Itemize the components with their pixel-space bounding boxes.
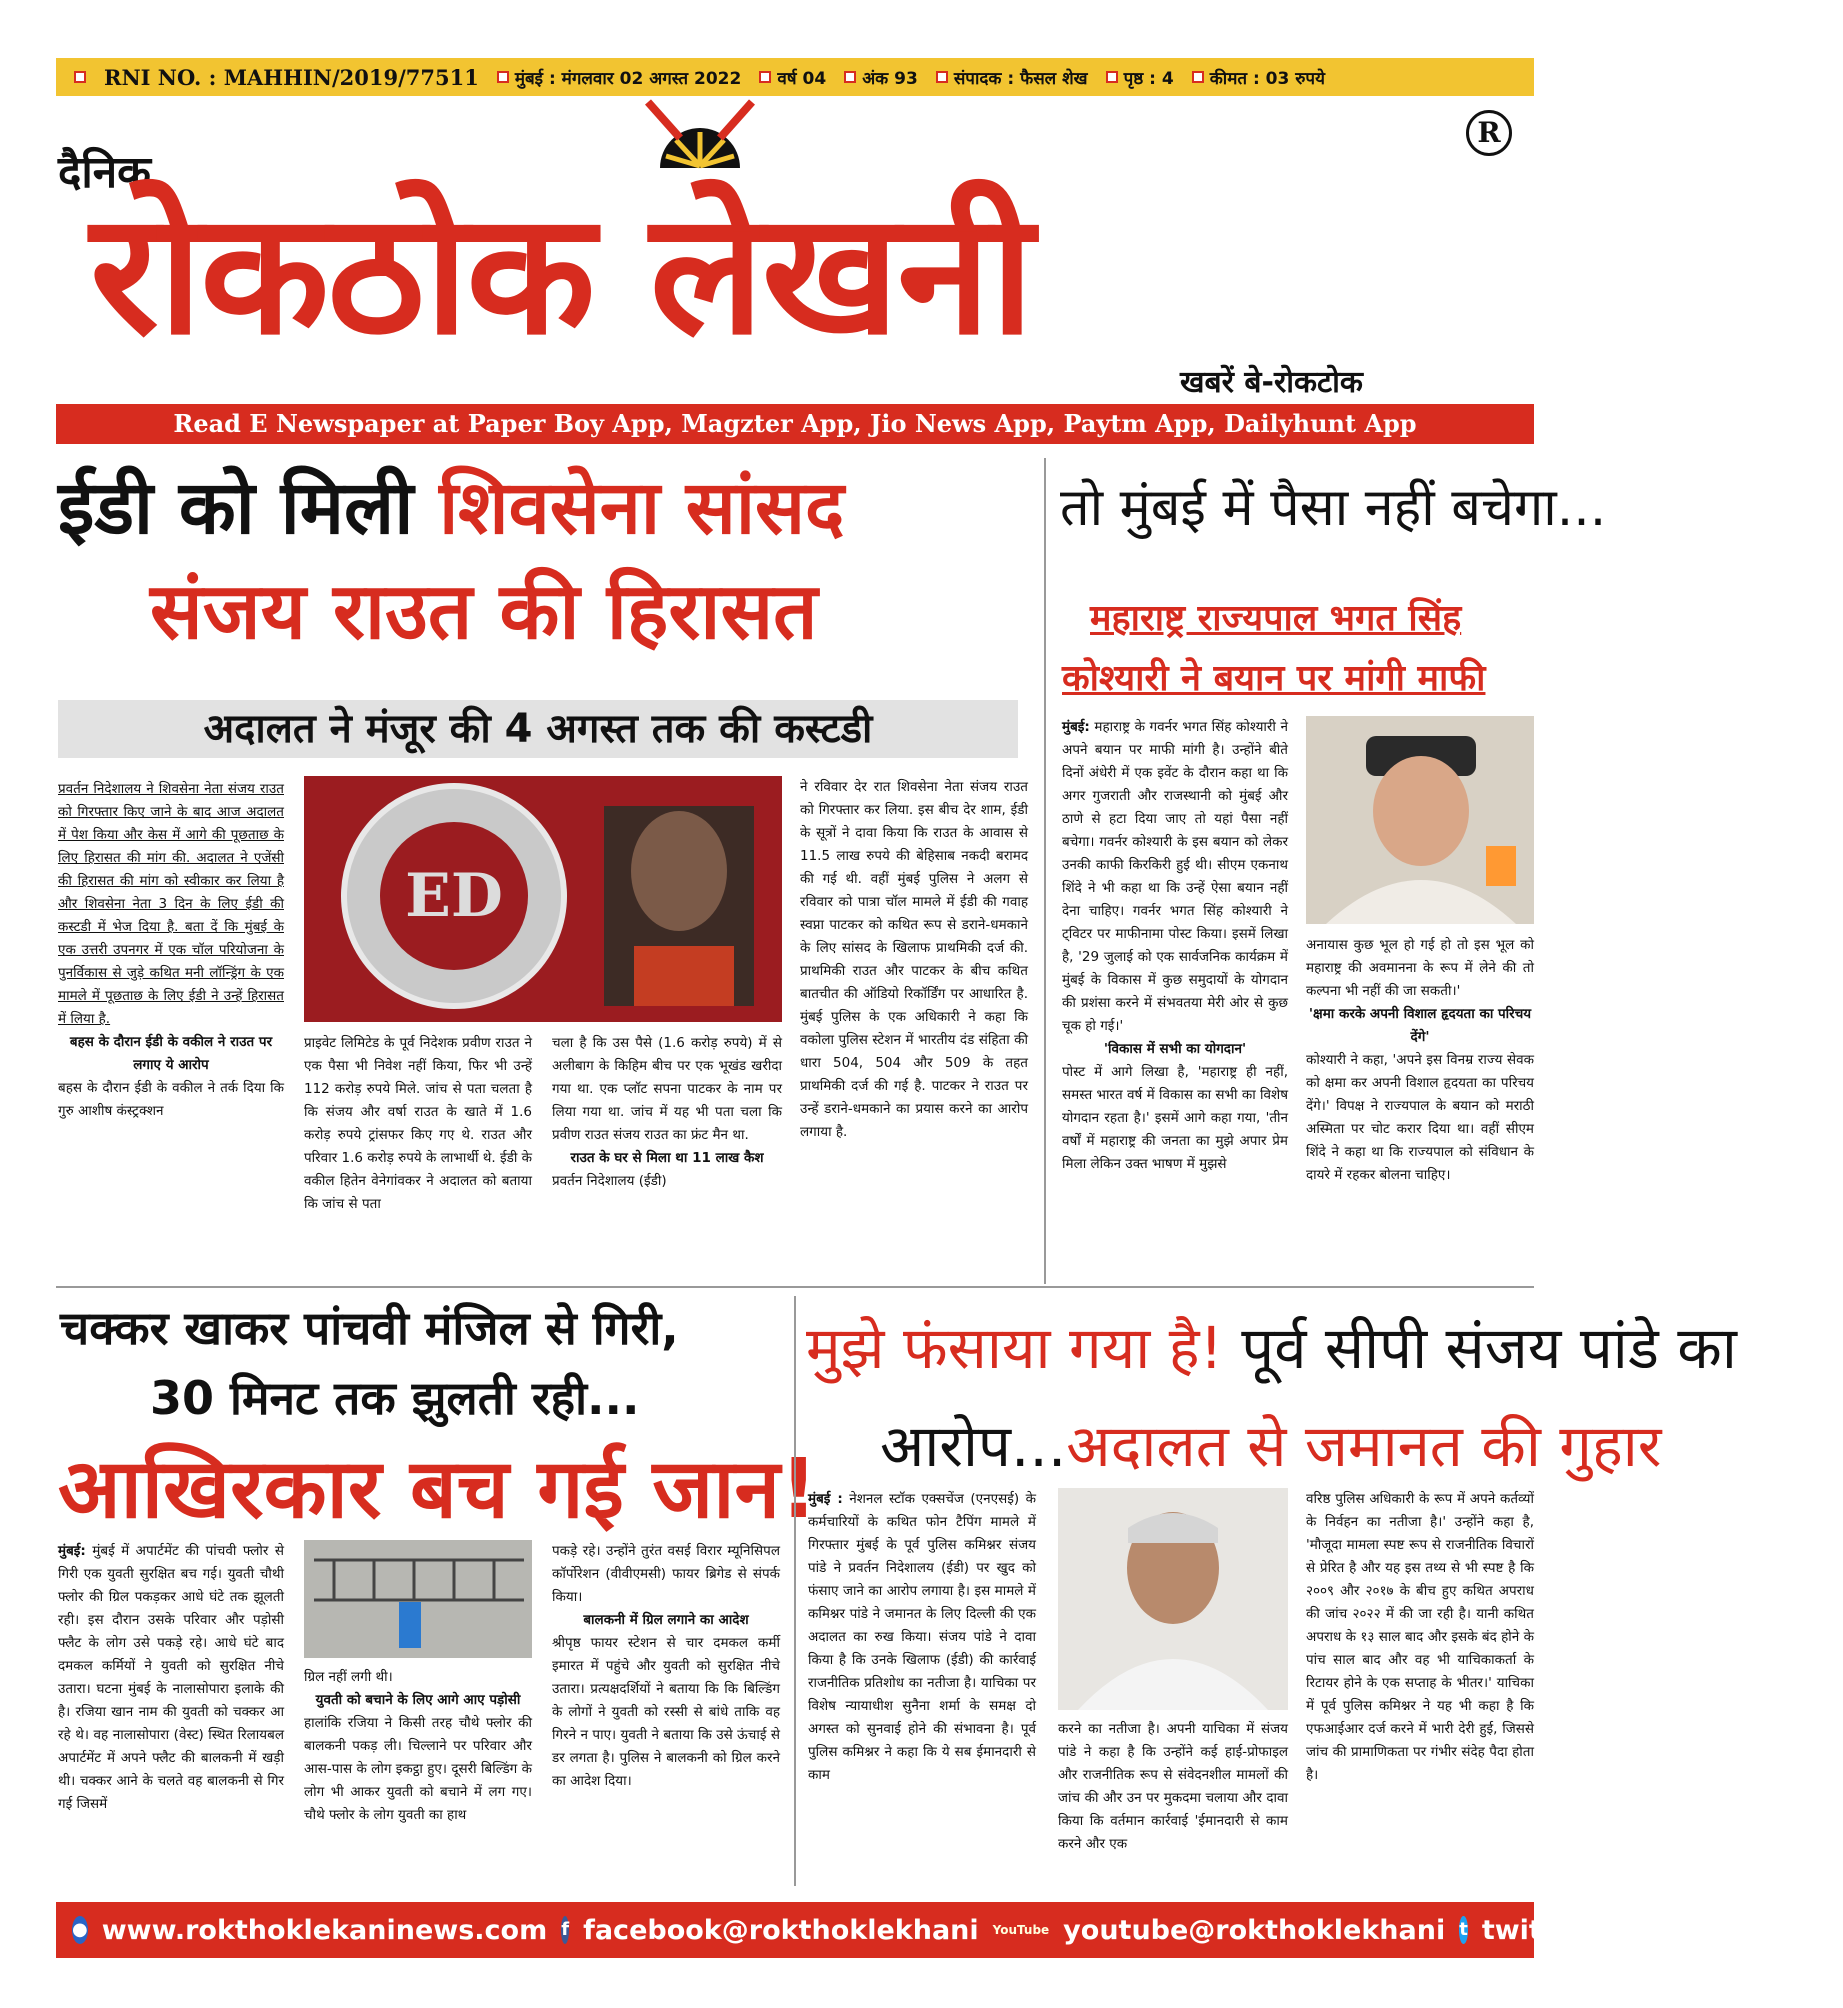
governor-subheadline-2: कोश्यारी ने बयान पर मांगी माफी bbox=[1062, 658, 1486, 699]
governor-headline: तो मुंबई में पैसा नहीं बचेगा... bbox=[1060, 478, 1607, 538]
bullet-icon bbox=[497, 71, 509, 83]
issue-number: अंक 93 bbox=[862, 68, 918, 89]
section-divider bbox=[56, 1286, 1534, 1288]
twitter-link[interactable]: twitter@rokthoklekhani bbox=[1481, 1914, 1843, 1946]
pande-headline-2 bbox=[880, 1404, 1662, 1483]
building-rescue-photo bbox=[304, 1540, 532, 1658]
column-divider bbox=[794, 1296, 796, 1886]
governor-column-2-subhead: 'क्षमा करके अपनी विशाल हृदयता का परिचय देंगे' bbox=[1308, 1006, 1532, 1045]
lead-column-1 bbox=[58, 778, 284, 1123]
pande-headline-black: पूर्व सीपी संजय पांडे का bbox=[1241, 1314, 1737, 1382]
governor-column-2-text: अनायास कुछ भूल हो गई हो तो इस भूल को महाराष्ट्र की अवमानना के रूप में लेने की तो कल्पना भी नहीं की जा सकती।' bbox=[1306, 937, 1534, 999]
enforcement-directorate-photo bbox=[304, 776, 782, 1022]
lead-column-3-tail: प्रवर्तन निदेशालय (ईडी) bbox=[552, 1173, 667, 1189]
price: कीमत : 03 रुपये bbox=[1209, 68, 1325, 89]
lead-headline-black: ईडी को मिली bbox=[58, 465, 414, 551]
bullet-icon bbox=[1192, 71, 1204, 83]
lead-headline-line2: संजय राउत की हिरासत bbox=[150, 567, 818, 657]
lead-headline-red: शिवसेना सांसद bbox=[439, 465, 845, 551]
lead-headline-line1 bbox=[58, 465, 845, 551]
masthead-info-strip bbox=[56, 58, 1534, 96]
governor-photo bbox=[1306, 716, 1534, 924]
svg-text:ED: ED bbox=[405, 861, 503, 931]
governor-column-1-tail: पोस्ट में आगे लिखा है, 'महाराष्ट्र ही नहीं, समस्त भारत वर्ष में विकास का सभी का विशेष योगदान रहता है।' इसमें आगे कहा गया, 'तीन वर्षों में महाराष्ट्र की जनता का मुझे अपार प्रेम मिला लेकिन उक्त भाषण में मुझसे bbox=[1062, 1064, 1288, 1172]
pande-column-2: करने का नतीजा है। अपनी याचिका में संजय पांडे ने कहा है कि उन्होंने कई हाई-प्रोफाइल और राजनीतिक रूप से संवेदनशील मामलों की जांच की और उन पर मुकदमा चलाया और दावा किया कि वर्तमान कार्रवाई 'ईमानदारी से काम करने और एक bbox=[1058, 1721, 1288, 1852]
youtube-link[interactable]: youtube@rokthoklekhani bbox=[1063, 1914, 1446, 1946]
e-paper-banner: Read E Newspaper at Paper Boy App, Magzter App, Jio News App, Paytm App, Dailyhunt App bbox=[56, 404, 1534, 444]
fall-column-2-text: ग्रिल नहीं लगी थी। bbox=[304, 1669, 393, 1685]
governor-column-2-tail: कोश्यारी ने कहा, 'अपने इस विनम्र राज्य सेवक को क्षमा कर अपनी विशाल हृदयता का परिचय देंगे।' विपक्ष ने राज्यपाल के बयान को मराठी अस्मिता पर चोट करार दिया था। वहीं सीएम शिंदे ने कहा था कि राज्यपाल को संविधान के दायरे में रहकर बोलना चाहिए। bbox=[1306, 1052, 1534, 1183]
lead-subheadline: अदालत ने मंजूर की 4 अगस्त तक की कस्टडी bbox=[58, 700, 1018, 758]
lead-column-1-text: प्रवर्तन निदेशालय ने शिवसेना नेता संजय राउत को गिरफ्तार किए जाने के बाद आज अदालत में पेश किया और केस में आगे की पूछताछ के लिए हिरासत की मांग की. अदालत ने एजेंसी की हिरासत की मांग को स्वीकार कर लिया है और शिवसेना नेता 3 दिन के लिए ईडी की कस्टडी में भेज दिया है. बता दें कि मुंबई के एक उत्तरी उपनगर में एक चॉल परियोजना के पुनर्विकास से जुड़े कथित मनी लॉन्ड्रिंग के एक मामले में पूछताछ के लिए ईडी ने उन्हें हिरासत में लिया है. bbox=[58, 781, 284, 1027]
pande-column-3: वरिष्ठ पुलिस अधिकारी के रूप में अपने कर्तव्यों के निर्वहन का नतीजा है।' उन्होंने कहा है, 'मौजूदा मामला स्पष्ट रूप से राजनीतिक विचारों से प्रेरित है और यह इस तथ्य से भी स्पष्ट है कि २००९ और २०१७ के बीच हुए कथित अपराध की जांच २०२२ में की जा रही है। यानी कथित अपराध के १३ साल बाद और इसके बंद होने के पांच साल बाद और वह भी याचिकाकर्ता के रिटायर होने के एक सप्ताह के भीतर।' याचिका में पूर्व पुलिस कमिश्नर ने यह भी कहा है कि एफआईआर दर्ज करने में भारी देरी हुई, जिससे जांच की प्रामाणिकता पर गंभीर संदेह पैदा होता है। bbox=[1306, 1491, 1534, 1783]
governor-column-1-text: महाराष्ट्र के गवर्नर भगत सिंह कोश्यारी ने अपने बयान पर माफी मांगी है। उन्होंने बीते दिनों अंधेरी में एक इवेंट के दौरान कहा था कि अगर गुजराती और राजस्थानी को मुंबई और ठाणे से हटा दिया जाए तो यहां पैसा नहीं बचेगा। गवर्नर कोश्यारी के इस बयान को लेकर उनकी काफी किरकिरी हुई थी। सीएम एकनाथ शिंदे ने भी कहा था कि उन्हें ऐसा बयान नहीं देना चाहिए। गवर्नर भगत सिंह कोश्यारी ने ट्विटर पर माफीनामा पोस्ट किया। इसमें लिखा है, '29 जुलाई को एक सार्वजनिक कार्यक्रम में मुंबई के विकास में कुछ समुदायों के योगदान की प्रशंसा करने में संभवतया मेरी ओर से कुछ चूक हो गई।' bbox=[1062, 719, 1288, 1034]
fall-column-1-text: मुंबई में अपार्टमेंट की पांचवी फ्लोर से गिरी एक युवती सुरक्षित बच गई। युवती चौथी फ्लोर की ग्रिल पकड़कर आधे घंटे तक झूलती रही। इस दौरान उसके परिवार और पड़ोसी फ्लैट के लोग उसे पकड़े रहे। आधे घंटे बाद दमकल कर्मियों ने युवती को सुरक्षित नीचे उतारा। घटना मुंबई के नालासोपारा इलाके की है। रजिया खान नाम की युवती को चक्कर आ रहे थे। वह नालासोपारा (वेस्ट) स्थित रिलायबल अपार्टमेंट में अपने फ्लैट की बालकनी में खड़ी थी। चक्कर आने के चलते वह बालकनी से गिर गई जिसमें bbox=[58, 1543, 284, 1812]
facebook-link[interactable]: facebook@rokthoklekhani bbox=[583, 1914, 979, 1946]
bullet-icon bbox=[1106, 71, 1118, 83]
pande-headline-2-red: अदालत से जमानत की गुहार bbox=[1066, 1412, 1662, 1480]
lead-column-2: प्राइवेट लिमिटेड के पूर्व निदेशक प्रवीण राउत ने एक पैसा भी निवेश नहीं किया, फिर भी उन्हें 112 करोड़ रुपये मिले. जांच से पता चलता है कि संजय और वर्षा राउत के खाते में 1.6 करोड़ रुपये ट्रांसफर किए गए थे. राउत और परिवार 1.6 करोड़ रुपये के लाभार्थी थे. ईडी के वकील हितेन वेनेगांवकर ने अदालत को बताया कि जांच से पता bbox=[304, 1035, 532, 1212]
column-divider bbox=[1044, 458, 1046, 1284]
page-count: पृष्ठ : 4 bbox=[1123, 68, 1174, 89]
issue-year: वर्ष 04 bbox=[777, 68, 827, 89]
facebook-icon: f bbox=[561, 1916, 569, 1944]
fall-headline-2: 30 मिनट तक झुलती रही... bbox=[150, 1371, 640, 1425]
fall-headline-3: आखिरकार बच गई जान! bbox=[58, 1442, 818, 1537]
governor-column-1-subhead: 'विकास में सभी का योगदान' bbox=[1103, 1041, 1247, 1057]
fall-headline-1: चक्कर खाकर पांचवी मंजिल से गिरी, bbox=[60, 1301, 679, 1355]
pande-headline-2-black: आरोप... bbox=[880, 1412, 1067, 1480]
lead-column-3-subhead: राउत के घर से मिला था 11 लाख कैश bbox=[570, 1150, 764, 1166]
fall-column-3-subhead: बालकनी में ग्रिल लगाने का आदेश bbox=[583, 1612, 749, 1628]
fall-column-3 bbox=[552, 1540, 780, 1793]
pande-column-1-text: नेशनल स्टॉक एक्सचेंज (एनएसई) के कर्मचारियों के कथित फोन टैपिंग मामले में गिरफ्तार मुंबई के पूर्व पुलिस कमिश्नर संजय पांडे ने प्रवर्तन निदेशालय (ईडी) पर खुद को फंसाए जाने का आरोप लगाया है। इस मामले में कमिश्नर पांडे ने जमानत के लिए दिल्ली की एक अदालत का रुख किया। संजय पांडे ने दावा किया है कि उनके खिलाफ (ईडी) की कार्रवाई राजनीतिक प्रतिशोध का नतीजा है। याचिका पर विशेष न्यायाधीश सुनैना शर्मा के समक्ष दो अगस्त को सुनवाई होने की संभावना है। पूर्व पुलिस कमिश्नर ने कहा कि ये सब ईमानदारी से काम bbox=[808, 1491, 1036, 1783]
registered-mark: R bbox=[1466, 110, 1512, 156]
social-footer bbox=[56, 1902, 1843, 1958]
fall-column-3-text: पकड़े रहे। उन्होंने तुरंत वसई विरार म्यूनिसिपल कॉर्पोरेशन (वीवीएमसी) फायर ब्रिगेड से संपर्क किया। bbox=[552, 1543, 780, 1605]
fall-column-1 bbox=[58, 1540, 284, 1816]
fall-column-3-tail: श्रीपृष्ठ फायर स्टेशन से चार दमकल कर्मी इमारत में पहुंचे और युवती को सुरक्षित नीचे उतारा। प्रत्यक्षदर्शियों ने बताया कि कि बिल्डिंग के लोगों ने युवती को रस्सी से बांधे ताकि वह गिरने न पाए। युवती ने बताया कि उसे ऊंचाई से डर लगता है। पुलिस ने बालकनी को ग्रिल करने का आदेश दिया। bbox=[552, 1635, 780, 1789]
lead-column-1-subhead: बहस के दौरान ईडी के वकील ने राउत पर लगाए ये आरोप bbox=[69, 1034, 273, 1073]
pande-dateline: मुंबई : bbox=[808, 1491, 843, 1507]
globe-icon: ● bbox=[72, 1916, 88, 1944]
youtube-icon: YouTube bbox=[992, 1923, 1050, 1937]
issue-date: मुंबई : मंगलवार 02 अगस्त 2022 bbox=[514, 68, 742, 89]
tagline: खबरें बे-रोकटोक bbox=[1180, 365, 1363, 400]
fall-column-2 bbox=[304, 1666, 532, 1827]
fall-column-2-subhead: युवती को बचाने के लिए आगे आए पड़ोसी bbox=[315, 1692, 521, 1708]
website-link[interactable]: www.rokthoklekaninews.com bbox=[101, 1914, 548, 1946]
editor-name: संपादक : फैसल शेख bbox=[953, 68, 1088, 89]
governor-column-2 bbox=[1306, 934, 1534, 1187]
pande-headline-1 bbox=[806, 1306, 1737, 1385]
pande-column-1 bbox=[808, 1488, 1036, 1787]
fall-dateline: मुंबई: bbox=[58, 1543, 86, 1559]
governor-column-1 bbox=[1062, 716, 1288, 1176]
newspaper-logo: रोकठोक लेखनी bbox=[90, 176, 1032, 372]
lead-column-1-tail: बहस के दौरान ईडी के वकील ने तर्क दिया कि गुरु आशीष कंस्ट्रक्शन bbox=[58, 1080, 284, 1119]
pande-headline-red: मुझे फंसाया गया है! bbox=[806, 1314, 1223, 1382]
pande-photo bbox=[1058, 1488, 1288, 1710]
twitter-icon: t bbox=[1459, 1916, 1468, 1944]
governor-subheadline-1: महाराष्ट्र राज्यपाल भगत सिंह bbox=[1090, 598, 1462, 639]
bullet-icon bbox=[759, 71, 771, 83]
lead-column-3 bbox=[552, 1032, 782, 1193]
lead-column-4: ने रविवार देर रात शिवसेना नेता संजय राउत को गिरफ्तार कर लिया. इस बीच देर शाम, ईडी के सूत्रों ने दावा किया कि राउत के आवास से 11.5 लाख रुपये की बेहिसाब नकदी बरामद की गई थी. वहीं मुंबई पुलिस ने अलग से रविवार को पात्रा चॉल मामले में ईडी की गवाह स्वप्ना पाटकर को कथित रूप से डराने-धमकाने के लिए सांसद के खिलाफ प्राथमिकी दर्ज की. प्राथमिकी राउत और पाटकर के बीच कथित बातचीत की ऑडियो रिकॉर्डिंग पर आधारित है. मुंबई पुलिस के एक अधिकारी ने कहा कि वकोला पुलिस स्टेशन में भारतीय दंड संहिता की धारा 504, 504 और 509 के तहत प्राथमिकी दर्ज की गई है. पाटकर ने राउत पर उन्हें डराने-धमकाने का प्रयास करने का आरोप लगाया है. bbox=[800, 779, 1028, 1140]
bullet-icon bbox=[74, 71, 86, 83]
bullet-icon bbox=[936, 71, 948, 83]
rni-number: RNI NO. : MAHHIN/2019/77511 bbox=[104, 64, 479, 90]
fall-column-2-tail: हालांकि रजिया ने किसी तरह चौथे फ्लोर की बालकनी पकड़ ली। चिल्लाने पर परिवार और आस-पास के लोग इकट्ठा हुए। दूसरी बिल्डिंग के लोग भी आकर युवती को बचाने में लग गए। चौथे फ्लोर के लोग युवती का हाथ bbox=[304, 1715, 532, 1823]
dainik-label: दैनिक bbox=[58, 147, 151, 198]
governor-dateline: मुंबई: bbox=[1062, 719, 1090, 735]
bullet-icon bbox=[844, 71, 856, 83]
sunrise-logo-icon bbox=[640, 98, 760, 170]
lead-column-3-text: चला है कि उस पैसे (1.6 करोड़ रुपये) में से अलीबाग के किहिम बीच पर एक भूखंड खरीदा गया था. एक प्लॉट सपना पाटकर के नाम पर लिया गया था. जांच में यह भी पता चला कि प्रवीण राउत संजय राउत का फ्रंट मैन था. bbox=[552, 1035, 782, 1143]
